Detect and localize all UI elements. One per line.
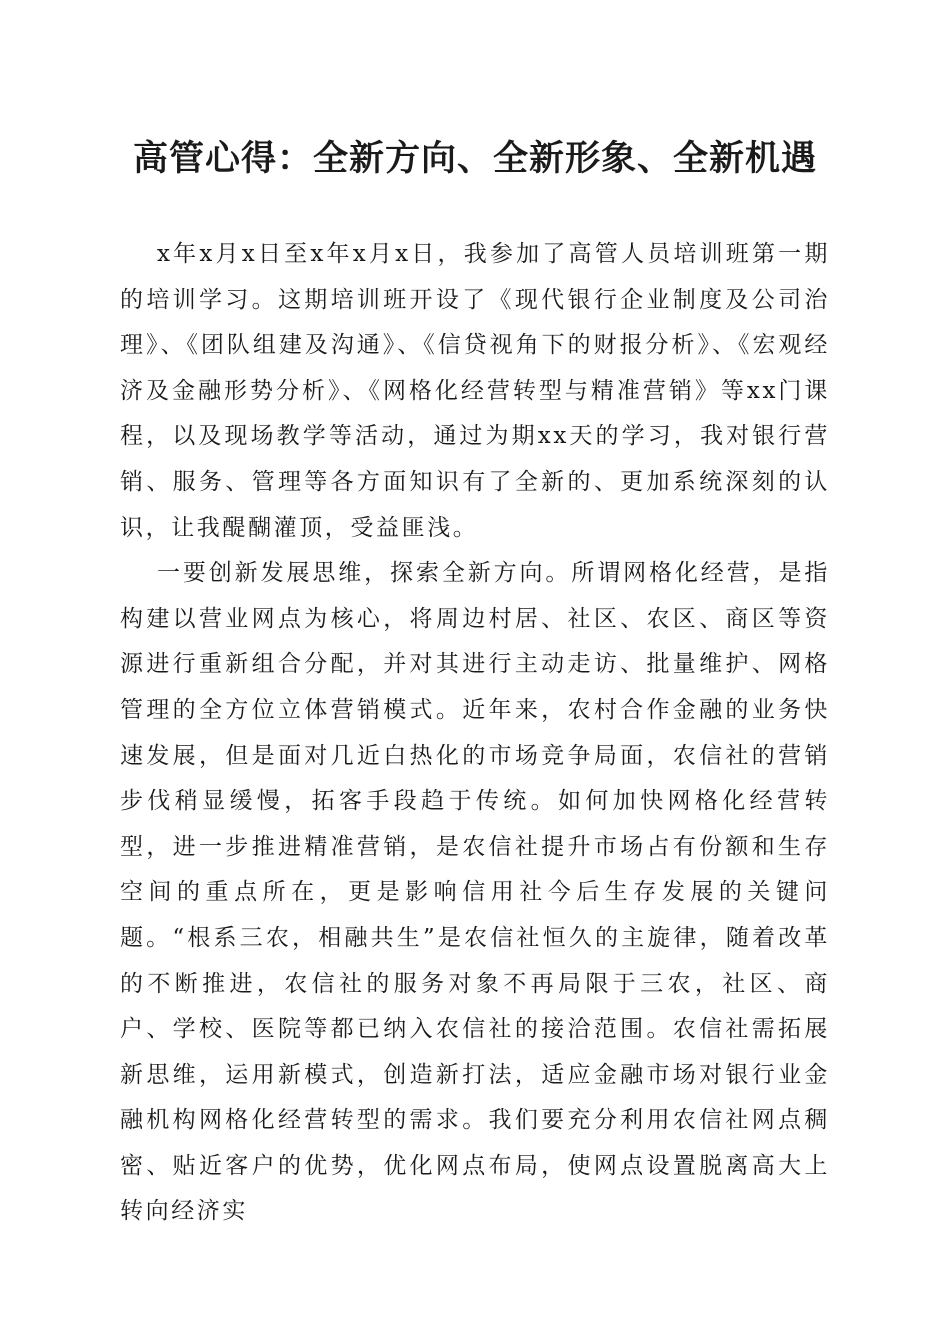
document-title: 高管心得：全新方向、全新形象、全新机遇 (132, 138, 817, 179)
document-body (120, 232, 830, 1235)
paragraph-innovation: 一要创新发展思维，探索全新方向。所谓网格化经营，是指构建以营业网点为核心，将周边村居、社区、农区、商区等资源进行重新组合分配，并对其进行主动走访、批量维护、网格管理的全方位立体营销模式。近年来，农村合作金融的业务快速发展，但是面对几近白热化的市场竞争局面，农信社的营销步伐稍显缓慢，拓客手段趋于传统。如何加快网格化经营转型，进一步推进精准营销，是农信社提升市场占有份额和生存空间的重点所在，更是影响信用社今后生存发展的关键问题。“根系三农，相融共生”是农信社恒久的主旋律，随着改革的不断推进，农信社的服务对象不再局限于三农，社区、商户、学校、医院等都已纳入农信社的接洽范围。农信社需拓展新思维，运用新模式，创造新打法，适应金融市场对银行业金融机构网格化经营转型的需求。我们要充分利用农信社网点稠密、贴近客户的优势，优化网点布局，使网点设置脱离高大上转向经济实 (120, 560, 830, 1225)
paragraph-intro: x年x月x日至x年x月x日，我参加了高管人员培训班第一期的培训学习。这期培训班开设了《现代银行企业制度及公司治理》、《团队组建及沟通》、《信贷视角下的财报分析》、《宏观经济及金融形势分析》、《网格化经营转型与精准营销》等xx门课程，以及现场教学等活动，通过为期xx天的学习，我对银行营销、服务、管理等各方面知识有了全新的、更加系统深刻的认识，让我醍醐灌顶，受益匪浅。 (120, 241, 830, 541)
